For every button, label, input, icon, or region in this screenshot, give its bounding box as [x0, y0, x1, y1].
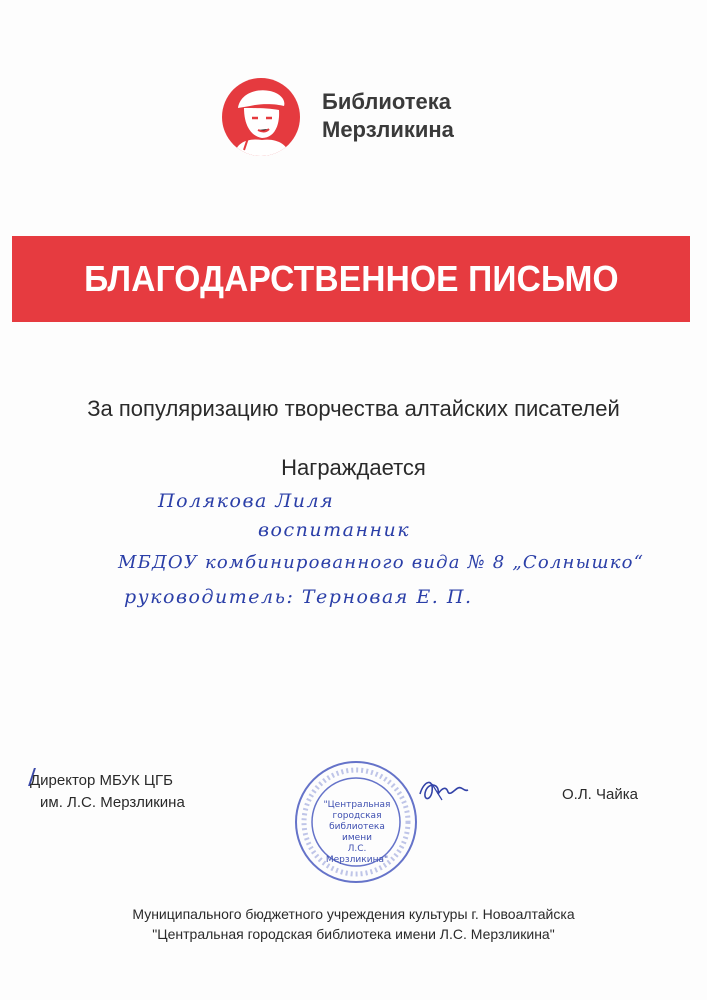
signer-position-line-1: Директор МБУК ЦГБ	[30, 772, 173, 789]
stamp-line-4: имени	[342, 833, 372, 843]
library-logo-icon	[222, 78, 300, 156]
signer-position	[30, 770, 185, 814]
recipient-role: воспитанник	[258, 519, 411, 541]
document-title: БЛАГОДАРСТВЕННОЕ ПИСЬМО	[83, 258, 619, 299]
stamp-text	[319, 800, 395, 866]
recipient-supervisor: руководитель: Терновая Е. П.	[124, 586, 473, 608]
recipient-name: Полякова Лиля	[158, 490, 335, 512]
stamp-line-5: Л.С. Мерзликина"	[325, 844, 389, 865]
handwritten-signature-icon	[412, 770, 482, 810]
signer-name: О.Л. Чайка	[562, 786, 638, 803]
issuer-footer	[0, 904, 707, 944]
logo-line-1: Библиотека	[322, 89, 452, 114]
award-reason: За популяризацию творчества алтайских писателей	[87, 396, 620, 421]
logo-line-2: Мерзликина	[322, 117, 454, 142]
stamp-line-2: городская	[332, 811, 382, 821]
stamp-line-3: библиотека	[329, 822, 385, 832]
stamp-line-1: "Центральная	[323, 800, 391, 810]
recipient-institution: МБДОУ комбинированного вида № 8 „Солнышко“	[118, 552, 645, 573]
awarded-label: Награждается	[281, 455, 426, 480]
library-logo-text	[322, 88, 454, 144]
footer-line-2: "Центральная городская библиотека имени Л.С. Мерзликина"	[152, 926, 555, 942]
footer-line-1: Муниципального бюджетного учреждения культуры г. Новоалтайска	[132, 906, 575, 922]
signer-position-line-2: им. Л.С. Мерзликина	[40, 794, 185, 811]
title-banner	[12, 236, 690, 322]
